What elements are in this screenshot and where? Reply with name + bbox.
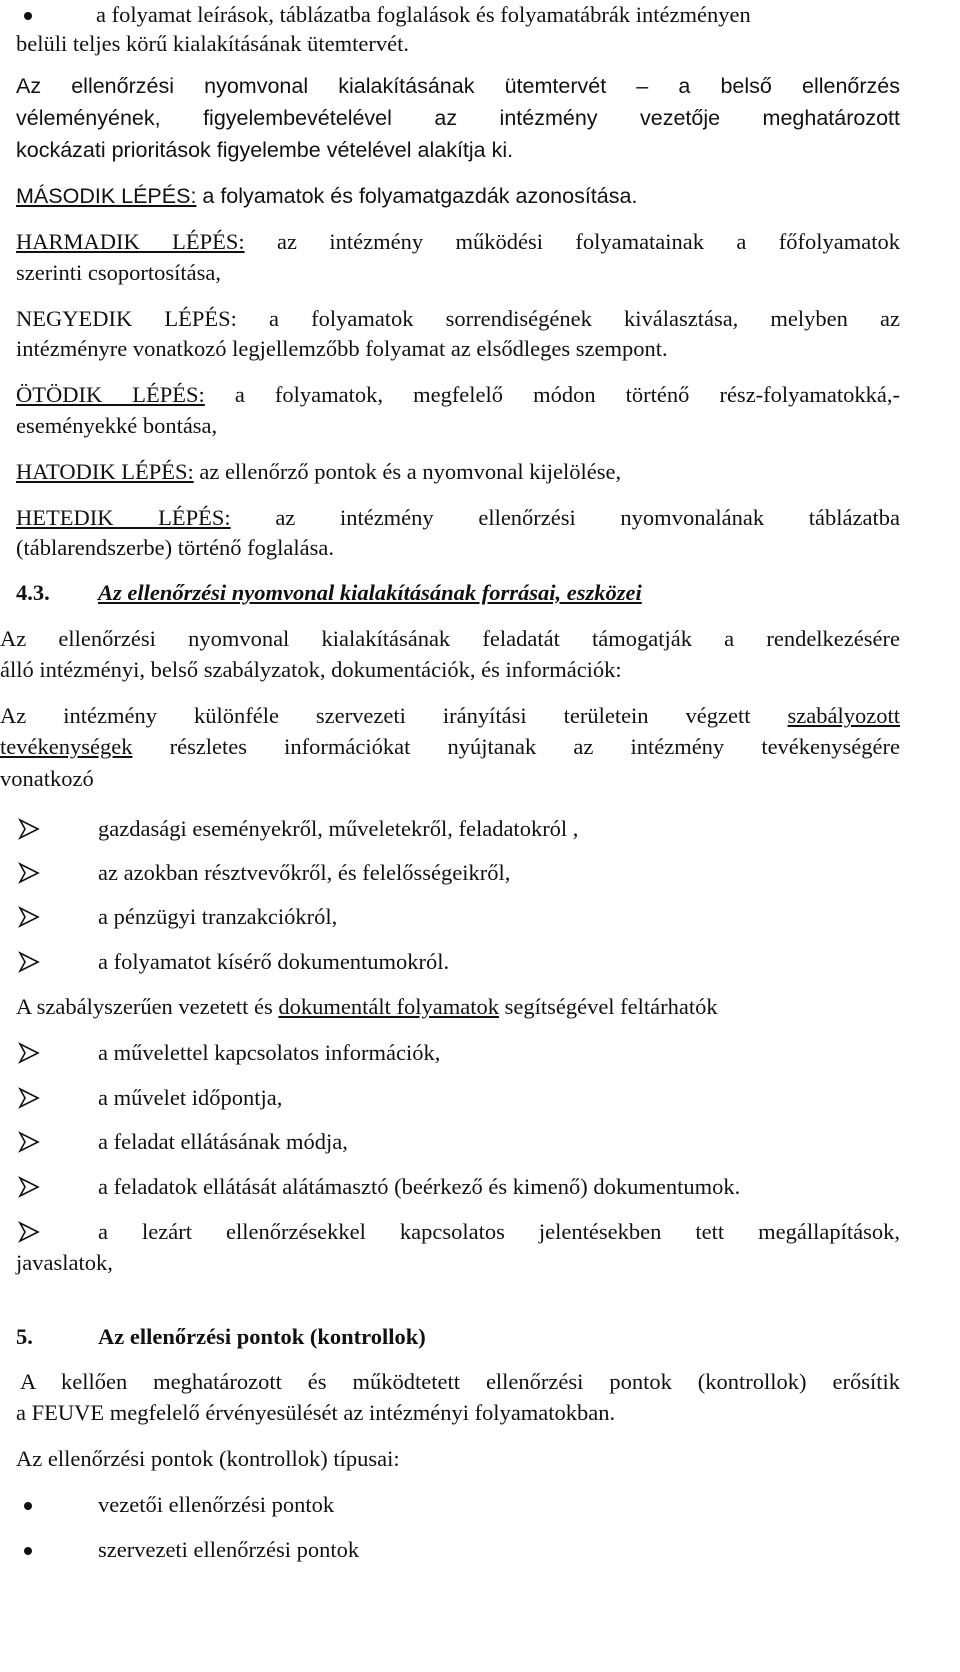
paragraph-line: A kellően meghatározott és működtetett ellenőrzési pontok (kontrollok) erősítik xyxy=(20,1369,900,1394)
step-7-cont: (táblarendszerbe) történő foglalása. xyxy=(16,535,334,560)
list-item: az azokban résztvevőkről, és felelősségeikről, xyxy=(98,860,511,885)
step-label: HETEDIK LÉPÉS: xyxy=(16,505,231,530)
step-6 xyxy=(16,457,621,487)
arrow-bullet-icon xyxy=(18,1131,40,1153)
step-label: HARMADIK LÉPÉS: xyxy=(16,229,245,254)
paragraph-line xyxy=(0,701,900,731)
paragraph-line xyxy=(0,732,900,762)
step-text: a folyamatok, megfelelő módon történő rész-folyamatokká,- xyxy=(204,382,900,407)
paragraph-line: véleményének, figyelembevételével az intézmény vezetője meghatározott xyxy=(16,106,900,130)
text-span: részletes információkat nyújtanak az intézmény tevékenységére xyxy=(132,734,900,759)
list-item-cont: javaslatok, xyxy=(16,1250,113,1275)
list-item: gazdasági eseményekről, műveletekről, feladatokról , xyxy=(98,816,579,841)
step-text: az intézmény ellenőrzési nyomvonalának táblázatba xyxy=(230,505,900,530)
text-span: A szabályszerűen vezetett és xyxy=(16,994,279,1019)
underlined-span: tevékenységek xyxy=(0,734,133,759)
paragraph-line: Az ellenőrzési nyomvonal kialakításának ütemtervét – a belső ellenőrzés xyxy=(16,74,900,98)
text-line: belüli teljes körű kialakításának ütemtervét. xyxy=(16,31,409,56)
bullet-dot-icon xyxy=(24,1547,32,1555)
arrow-bullet-icon xyxy=(18,862,40,884)
step-label: ÖTÖDIK LÉPÉS: xyxy=(16,382,205,407)
list-item: a folyamatot kísérő dokumentumokról. xyxy=(98,949,450,974)
step-label: MÁSODIK LÉPÉS: xyxy=(16,184,197,208)
section-title: Az ellenőrzési nyomvonal kialakításának forrásai, eszközei xyxy=(98,580,642,605)
step-3 xyxy=(16,227,900,257)
step-text: a folyamatok és folyamatgazdák azonosítása. xyxy=(196,184,638,208)
section-number: 5. xyxy=(16,1324,33,1349)
list-item: a művelettel kapcsolatos információk, xyxy=(98,1040,441,1065)
arrow-bullet-icon xyxy=(18,906,40,928)
section-title: Az ellenőrzési pontok (kontrollok) xyxy=(98,1324,426,1349)
arrow-bullet-icon xyxy=(18,1176,40,1198)
step-label: NEGYEDIK LÉPÉS: xyxy=(16,306,237,331)
text-span: Az intézmény különféle szervezeti irányítási területein végzett xyxy=(0,703,788,728)
paragraph-line: a FEUVE megfelelő érvényesülését az intézményi folyamatokban. xyxy=(16,1400,616,1425)
paragraph-line: álló intézményi, belső szabályzatok, dokumentációk, és információk: xyxy=(0,657,622,682)
text-span: segítségével feltárhatók xyxy=(498,994,718,1019)
bullet-dot-icon xyxy=(24,12,32,20)
arrow-bullet-icon xyxy=(18,818,40,840)
section-number: 4.3. xyxy=(16,580,50,605)
paragraph-line: vonatkozó xyxy=(0,766,94,791)
list-item: a feladat ellátásának módja, xyxy=(98,1129,348,1154)
step-text: a folyamatok sorrendiségének kiválasztása, melyben az xyxy=(236,306,900,331)
step-2 xyxy=(16,181,637,211)
list-item: a feladatok ellátását alátámasztó (beérkező és kimenő) dokumentumok. xyxy=(98,1174,741,1199)
step-text: az intézmény működési folyamatainak a főfolyamatok xyxy=(244,229,900,254)
step-3-cont: szerinti csoportosítása, xyxy=(16,260,221,285)
underlined-span: dokumentált folyamatok xyxy=(278,994,499,1019)
list-item: a művelet időpontja, xyxy=(98,1085,283,1110)
step-4 xyxy=(16,304,900,334)
list-item: szervezeti ellenőrzési pontok xyxy=(98,1537,360,1562)
step-7 xyxy=(16,503,900,533)
paragraph-line: Az ellenőrzési pontok (kontrollok) típusai: xyxy=(16,1446,400,1471)
text-line: a folyamat leírások, táblázatba foglalások és folyamatábrák intézményen xyxy=(96,2,751,27)
step-text: az ellenőrző pontok és a nyomvonal kijelölése, xyxy=(193,459,622,484)
step-label: HATODIK LÉPÉS: xyxy=(16,459,194,484)
arrow-bullet-icon xyxy=(18,1087,40,1109)
bullet-dot-icon xyxy=(24,1502,32,1510)
paragraph-line: Az ellenőrzési nyomvonal kialakításának feladatát támogatják a rendelkezésére xyxy=(0,626,900,651)
paragraph-line: kockázati prioritások figyelembe vételével alakítja ki. xyxy=(16,138,514,162)
step-4-cont: intézményre vonatkozó legjellemzőbb folyamat az elsődleges szempont. xyxy=(16,336,668,361)
step-5-cont: eseményekké bontása, xyxy=(16,413,218,438)
step-5 xyxy=(16,380,900,410)
underlined-span: szabályozott xyxy=(787,703,900,728)
list-item: a pénzügyi tranzakciókról, xyxy=(98,904,338,929)
list-item: a lezárt ellenőrzésekkel kapcsolatos jelentésekben tett megállapítások, xyxy=(98,1219,900,1244)
arrow-bullet-icon xyxy=(18,951,40,973)
arrow-bullet-icon xyxy=(18,1042,40,1064)
arrow-bullet-icon xyxy=(18,1221,40,1243)
list-item: vezetői ellenőrzési pontok xyxy=(98,1492,335,1517)
paragraph-line xyxy=(16,992,718,1022)
